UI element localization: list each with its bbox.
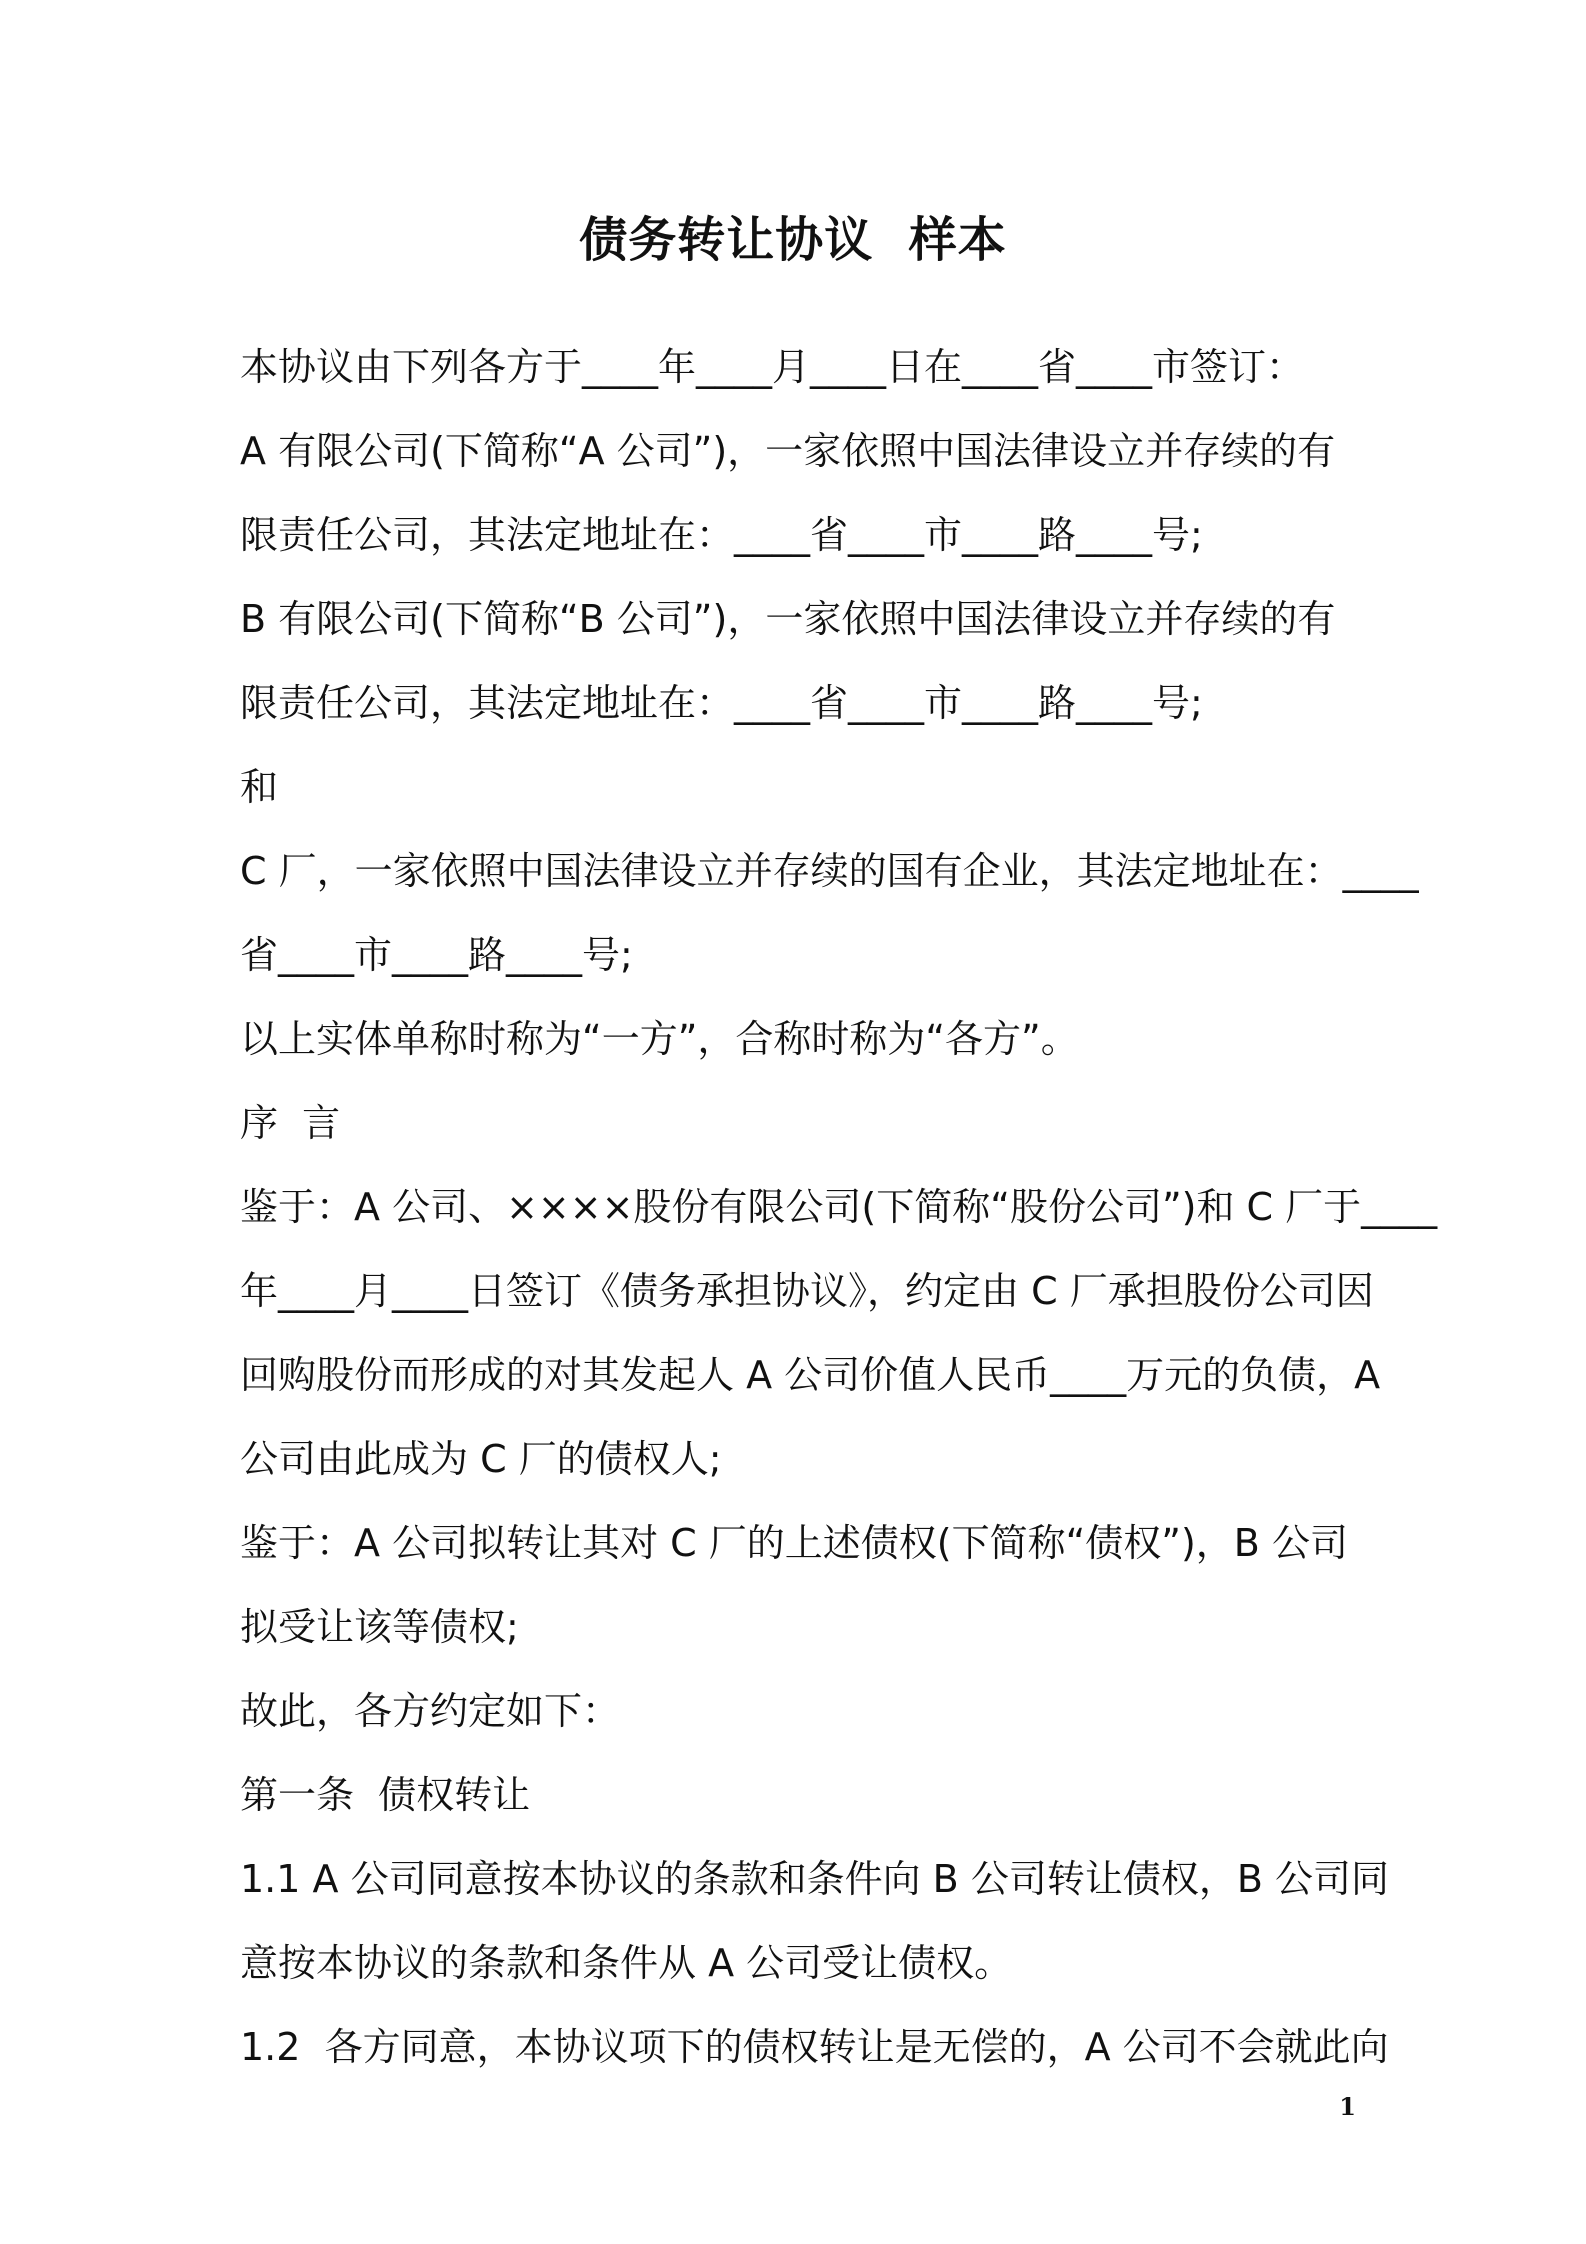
text-line: A 有限公司(下简称“A 公司”)，一家依照中国法律设立并存续的有: [240, 429, 1336, 473]
text-line: 和: [240, 765, 279, 809]
text-line: 年____月____日签订《债务承担协议》，约定由 C 厂承担股份公司因: [240, 1269, 1374, 1313]
text-line: 故此，各方约定如下：: [240, 1689, 621, 1733]
text-line: 意按本协议的条款和条件从 A 公司受让债权。: [240, 1941, 1013, 1985]
document-body: [240, 325, 1438, 2089]
text-line: 公司由此成为 C 厂的债权人;: [240, 1437, 722, 1481]
text-line: C 厂，一家依照中国法律设立并存续的国有企业，其法定地址在：____: [240, 849, 1419, 893]
text-line: 限责任公司，其法定地址在：____省____市____路____号;: [240, 513, 1203, 557]
article-heading: 第一条 债权转让: [240, 1773, 531, 1817]
section-heading-preface: 序 言: [240, 1101, 341, 1145]
text-line: 限责任公司，其法定地址在：____省____市____路____号;: [240, 681, 1203, 725]
text-line: 1.1 A 公司同意按本协议的条款和条件向 B 公司转让债权，B 公司同: [240, 1857, 1389, 1901]
text-line: 鉴于：A 公司拟转让其对 C 厂的上述债权(下简称“债权”)，B 公司: [240, 1521, 1348, 1565]
text-line: 鉴于：A 公司、××××股份有限公司(下简称“股份公司”)和 C 厂于____: [240, 1185, 1438, 1229]
page-number: 1: [1339, 2092, 1356, 2121]
text-line: 以上实体单称时称为“一方”，合称时称为“各方”。: [240, 1017, 1079, 1061]
text-line: 1.2 各方同意，本协议项下的债权转让是无偿的，A 公司不会就此向: [240, 2025, 1389, 2069]
document-title: 债务转让协议 样本: [579, 212, 1007, 268]
text-line: 拟受让该等债权;: [240, 1605, 519, 1649]
text-line: 本协议由下列各方于____年____月____日在____省____市签订：: [240, 345, 1305, 389]
text-line: B 有限公司(下简称“B 公司”)，一家依照中国法律设立并存续的有: [240, 597, 1336, 641]
text-line: 省____市____路____号;: [240, 933, 633, 977]
text-line: 回购股份而形成的对其发起人 A 公司价值人民币____万元的负债，A: [240, 1353, 1381, 1397]
